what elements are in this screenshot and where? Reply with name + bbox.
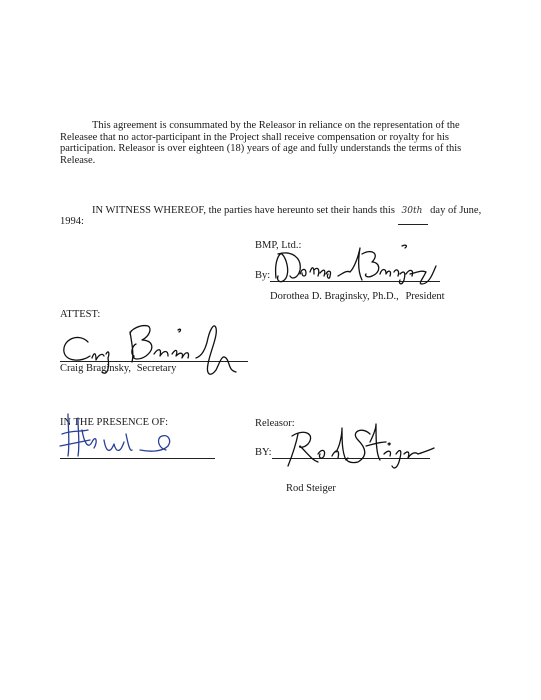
- witness-statement: [92, 205, 481, 216]
- agreement-paragraph: [60, 120, 470, 166]
- agreement-text: This agreement is consummated by the Releasor in reliance on the representation of the Releasee that no actor-participant in the Project shall receive compensation or royalty for his participation. Releasor is over eighteen (18) years of age and fully understands the terms of this Release.: [60, 120, 462, 166]
- attest-signer-title: Secretary: [136, 363, 177, 374]
- releasor-label: Releasor:: [255, 418, 295, 429]
- rod-steiger-signature: [278, 420, 438, 472]
- releasor-name: Rod Steiger: [286, 483, 336, 494]
- company-signer-title: President: [405, 291, 445, 302]
- presence-label: IN THE PRESENCE OF:: [60, 417, 169, 428]
- attest-signer-name: Craig Braginsky,: [60, 363, 132, 374]
- witness-day-handwritten: 30th: [401, 206, 423, 216]
- witness-text: IN WITNESS WHEREOF, the parties have hereunto set their hands this: [92, 205, 395, 216]
- releasor-by-label: BY:: [255, 447, 272, 458]
- day-blank-rule: [398, 224, 428, 225]
- attest-signer-line: [60, 363, 176, 374]
- company-signer-line: [270, 291, 445, 302]
- witness-signature: [58, 412, 178, 462]
- dorothea-signature: [272, 240, 442, 288]
- company-by-label: By:: [255, 270, 271, 281]
- witness-year: 1994:: [60, 216, 84, 227]
- attest-label: ATTEST:: [60, 309, 101, 320]
- company-name: BMP, Ltd.:: [255, 240, 302, 251]
- company-signer-name: Dorothea D. Braginsky, Ph.D.,: [270, 291, 399, 302]
- witness-month-text: day of June,: [430, 205, 482, 216]
